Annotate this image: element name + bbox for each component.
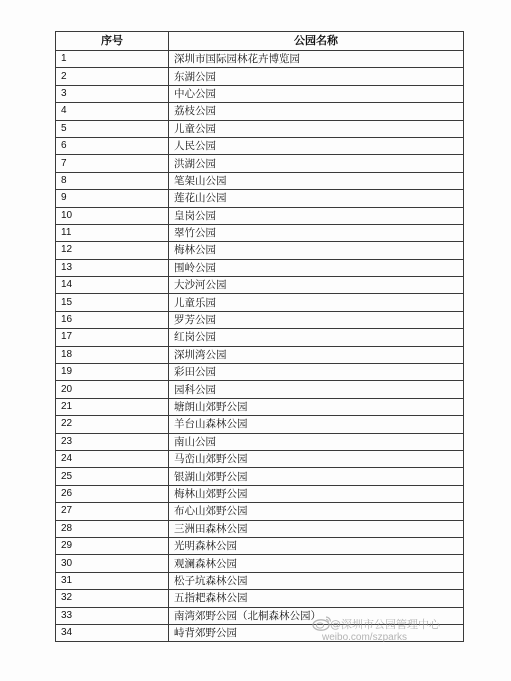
- table-row: [56, 68, 464, 85]
- table-row: [56, 450, 464, 467]
- table-body: [56, 51, 464, 642]
- park-name-cell: 人民公园: [169, 137, 464, 154]
- table-row: [56, 120, 464, 137]
- table-row: [56, 364, 464, 381]
- park-name-cell: 银湖山郊野公园: [169, 468, 464, 485]
- row-number-cell: 28: [56, 520, 169, 537]
- park-name-cell: 洪湖公园: [169, 155, 464, 172]
- table-row: [56, 520, 464, 537]
- row-number-cell: 22: [56, 416, 169, 433]
- row-number-cell: 2: [56, 68, 169, 85]
- table-row: [56, 311, 464, 328]
- park-name-cell: 笔架山公园: [169, 172, 464, 189]
- row-number-cell: 12: [56, 242, 169, 259]
- table-row: [56, 190, 464, 207]
- park-name-cell: 布心山郊野公园: [169, 503, 464, 520]
- row-number-cell: 15: [56, 294, 169, 311]
- row-number-cell: 6: [56, 137, 169, 154]
- park-name-cell: 三洲田森林公园: [169, 520, 464, 537]
- row-number-cell: 33: [56, 607, 169, 624]
- park-name-cell: 儿童公园: [169, 120, 464, 137]
- row-number-cell: 34: [56, 624, 169, 641]
- row-number-cell: 18: [56, 346, 169, 363]
- park-name-cell: 松子坑森林公园: [169, 572, 464, 589]
- table-row: [56, 294, 464, 311]
- row-number-cell: 16: [56, 311, 169, 328]
- table-row: [56, 85, 464, 102]
- park-name-cell: 深圳湾公园: [169, 346, 464, 363]
- row-number-cell: 13: [56, 259, 169, 276]
- table-row: [56, 346, 464, 363]
- watermark-url: weibo.com/szparks: [322, 632, 408, 643]
- park-name-cell: 园科公园: [169, 381, 464, 398]
- row-number-cell: 29: [56, 537, 169, 554]
- table-row: [56, 572, 464, 589]
- park-name-cell: 梅林山郊野公园: [169, 485, 464, 502]
- table-row: [56, 416, 464, 433]
- table-row: [56, 224, 464, 241]
- row-number-cell: 5: [56, 120, 169, 137]
- table-header: [56, 32, 464, 51]
- table-row: [56, 398, 464, 415]
- park-name-cell: 马峦山郊野公园: [169, 450, 464, 467]
- row-number-cell: 20: [56, 381, 169, 398]
- table-row: [56, 329, 464, 346]
- table-row: [56, 137, 464, 154]
- table-row: [56, 468, 464, 485]
- park-name-cell: 光明森林公园: [169, 537, 464, 554]
- table-row: [56, 277, 464, 294]
- park-name-cell: 梅林公园: [169, 242, 464, 259]
- row-number-cell: 25: [56, 468, 169, 485]
- row-number-cell: 17: [56, 329, 169, 346]
- park-name-cell: 儿童乐园: [169, 294, 464, 311]
- table-row: [56, 555, 464, 572]
- weibo-watermark: [312, 615, 477, 649]
- park-name-cell: 彩田公园: [169, 364, 464, 381]
- row-number-cell: 27: [56, 503, 169, 520]
- row-number-cell: 23: [56, 433, 169, 450]
- table-row: [56, 242, 464, 259]
- table-row: [56, 51, 464, 68]
- watermark-handle: @深圳市公园管理中心: [330, 618, 440, 631]
- table-row: [56, 259, 464, 276]
- table-row: [56, 207, 464, 224]
- park-name-cell: 翠竹公园: [169, 224, 464, 241]
- row-number-cell: 21: [56, 398, 169, 415]
- table-row: [56, 433, 464, 450]
- park-name-cell: 东湖公园: [169, 68, 464, 85]
- row-number-cell: 31: [56, 572, 169, 589]
- park-name-cell: 深圳市国际园林花卉博览园: [169, 51, 464, 68]
- row-number-cell: 30: [56, 555, 169, 572]
- park-name-cell: 荔枝公园: [169, 103, 464, 120]
- park-name-cell: 红岗公园: [169, 329, 464, 346]
- row-number-cell: 11: [56, 224, 169, 241]
- park-name-cell: 围岭公园: [169, 259, 464, 276]
- park-name-cell: 南湾郊野公园（北桐森林公园）: [169, 607, 464, 624]
- row-number-cell: 9: [56, 190, 169, 207]
- park-name-cell: 观澜森林公园: [169, 555, 464, 572]
- row-number-cell: 4: [56, 103, 169, 120]
- row-number-cell: 26: [56, 485, 169, 502]
- table-row: [56, 381, 464, 398]
- column-header-name: 公园名称: [169, 32, 464, 51]
- table-row: [56, 103, 464, 120]
- row-number-cell: 1: [56, 51, 169, 68]
- park-name-cell: 罗芳公园: [169, 311, 464, 328]
- column-header-no: 序号: [56, 32, 169, 51]
- park-name-cell: 羊台山森林公园: [169, 416, 464, 433]
- row-number-cell: 10: [56, 207, 169, 224]
- park-name-cell: 南山公园: [169, 433, 464, 450]
- park-name-cell: 莲花山公园: [169, 190, 464, 207]
- park-name-cell: 皇岗公园: [169, 207, 464, 224]
- park-name-cell: 中心公园: [169, 85, 464, 102]
- row-number-cell: 7: [56, 155, 169, 172]
- row-number-cell: 24: [56, 450, 169, 467]
- table-row: [56, 590, 464, 607]
- table-row: [56, 485, 464, 502]
- header-row: [56, 32, 464, 51]
- table-row: [56, 172, 464, 189]
- row-number-cell: 14: [56, 277, 169, 294]
- park-list-table: [55, 31, 464, 642]
- table-row: [56, 537, 464, 554]
- park-name-cell: 五指耙森林公园: [169, 590, 464, 607]
- row-number-cell: 32: [56, 590, 169, 607]
- park-name-cell: 峙背郊野公园: [169, 624, 464, 641]
- table-row: [56, 155, 464, 172]
- weibo-logo-icon: [312, 615, 332, 631]
- park-name-cell: 大沙河公园: [169, 277, 464, 294]
- table-row: [56, 503, 464, 520]
- row-number-cell: 3: [56, 85, 169, 102]
- park-name-cell: 塘朗山郊野公园: [169, 398, 464, 415]
- row-number-cell: 19: [56, 364, 169, 381]
- row-number-cell: 8: [56, 172, 169, 189]
